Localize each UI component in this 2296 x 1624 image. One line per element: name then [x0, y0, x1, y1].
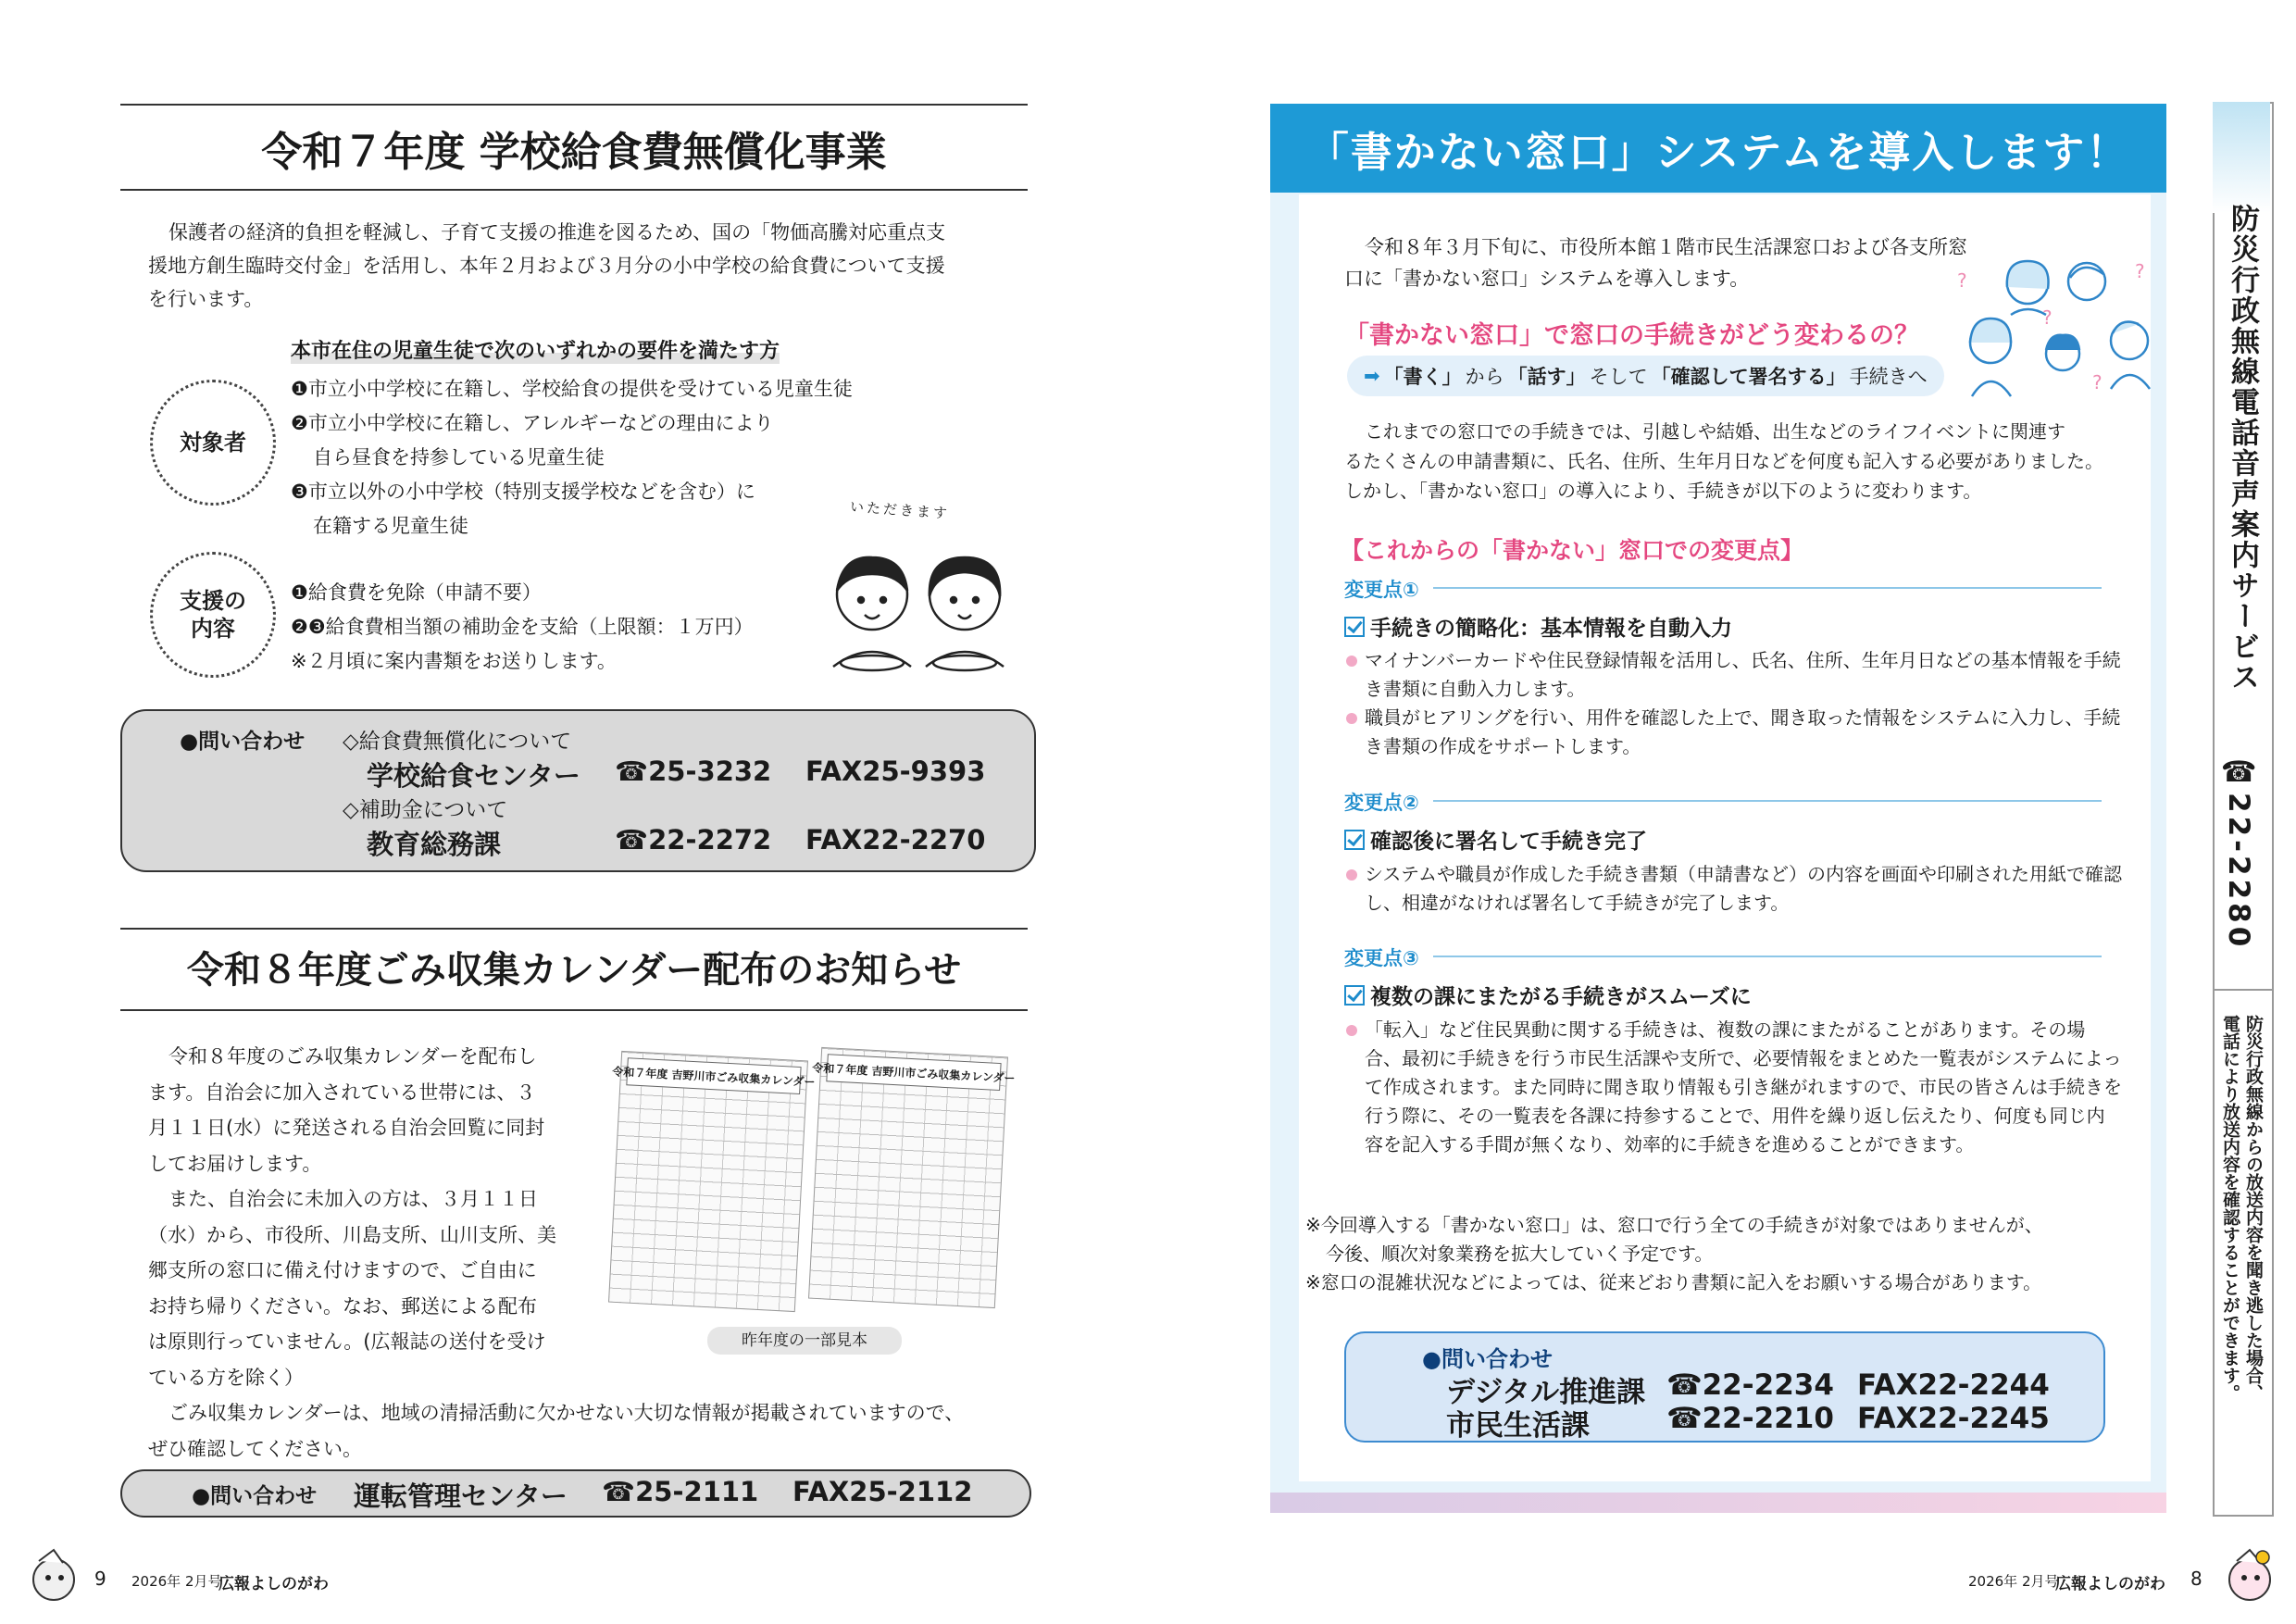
pill-tail: 手続きへ — [1849, 366, 1928, 388]
change-bullet: 「転入」など住民異動に関する手続きは、複数の課にまたがることがあります。その場合、最初に手続きを行う市民生活課や支所で、必要情報をまとめた一覧表がシステムによって作成されます。また同時に聞き取り情報も引き継がれますので、市民の皆さんは手続きを行う際に、その一覧表を各課に持参することで、用件を繰り返し伝えたり、何度も同じ内容を記入する手間が無くなり、効率的に手続きを進めることができます。 — [1344, 1016, 2122, 1159]
garbage-contact-office: 運転管理センター — [354, 1480, 568, 1512]
svg-text:?: ? — [2135, 260, 2145, 282]
pill-write: 「書く」 — [1383, 366, 1462, 388]
right-footer-name: 広報よしのがわ — [2055, 1575, 2165, 1593]
change-bullet: システムや職員が作成した手続き書類（申請書など）の内容を画面や印刷された用紙で確認し、相違がなければ署名して手続きが完了します。 — [1344, 860, 2122, 918]
right-panel-bottom-stripe — [1270, 1493, 2166, 1513]
right-note-line: ※窓口の混雑状況などによっては、従来どおり書類に記入をお願いする場合があります。 — [1305, 1271, 2042, 1293]
right-contact-fax2: FAX22-2245 — [1857, 1402, 2050, 1435]
target-list — [291, 372, 883, 543]
sidebar-note-line: 電話により放送内容を確認することができます。 — [2220, 1015, 2240, 1402]
lunch-contact-office2: 教育総務課 — [367, 829, 502, 860]
garbage-title: 令和８年度ごみ収集カレンダー配布のお知らせ — [186, 949, 962, 992]
change-title-text: 確認後に署名して手続き完了 — [1370, 830, 1647, 854]
svg-text:?: ? — [1957, 269, 1967, 292]
changes-heading: 【これからの「書かない」窓口での変更点】 — [1341, 537, 1804, 564]
change-divider — [1433, 587, 2102, 589]
right-title-banner — [1270, 104, 2166, 193]
garbage-line: また、自治会に未加入の方は、３月１１日 — [168, 1188, 538, 1210]
lunch-contact-label: ●問い合わせ — [180, 730, 306, 754]
right-explain-line: るたくさんの申請書類に、氏名、住所、生年月日などを何度も記入する必要がありました。 — [1344, 450, 2103, 472]
garbage-line: お持ち帰りください。なお、郵送による配布 — [148, 1294, 537, 1318]
support-badge — [150, 552, 276, 678]
change-label: 変更点① — [1344, 579, 1419, 601]
mascot-icon — [26, 1548, 81, 1604]
right-contact-label: ●問い合わせ — [1422, 1346, 1553, 1372]
lunch-contact-box — [120, 709, 1036, 872]
target-item: ❷市立小中学校に在籍し、アレルギーなどの理由により — [291, 412, 774, 434]
target-item: 在籍する児童生徒 — [313, 515, 468, 537]
pill-conn: から — [1465, 366, 1504, 388]
right-intro-line: 口に「書かない窓口」システムを導入します。 — [1344, 268, 1750, 290]
garbage-line: ごみ収集カレンダーは、地域の清掃活動に欠かせない大切な情報が掲載されていますので、 — [168, 1402, 965, 1424]
sidebar-tel-number: 22-2280 — [2222, 793, 2255, 951]
right-contact-office2: 市民生活課 — [1446, 1409, 1590, 1443]
lunch-contact-tel1: ☎25-3232 — [615, 756, 772, 787]
lunch-rule-top — [120, 104, 1028, 106]
change-divider — [1433, 956, 2102, 957]
question-heading: 「書かない窓口」で窓口の手続きがどう変わるの？ — [1344, 321, 1919, 350]
target-item: 自ら昼食を持参している児童生徒 — [313, 446, 605, 468]
target-item: ❸市立以外の小中学校（特別支援学校などを含む）に — [291, 481, 755, 503]
support-badge-line: 内容 — [191, 616, 235, 642]
sidebar-note — [2218, 1015, 2265, 1402]
change-title — [1344, 980, 1752, 1010]
lunch-contact-fax2: FAX22-2270 — [805, 824, 986, 856]
garbage-line: 月１１日(水）に発送される自治会回覧に同封 — [148, 1117, 545, 1139]
garbage-rule-top — [120, 928, 1028, 930]
right-contact-box — [1344, 1331, 2105, 1443]
checkbox-icon — [1344, 985, 1365, 1006]
garbage-line: は原則行っていません。(広報誌の送付を受け — [148, 1330, 546, 1353]
change-title-text: 複数の課にまたがる手続きがスムーズに — [1370, 985, 1752, 1009]
calendar-sample-title: 令和７年度 吉野川市ごみ収集カレンダー — [826, 1054, 1001, 1091]
change-title — [1344, 824, 1647, 855]
garbage-line: ている方を除く） — [148, 1366, 304, 1389]
pill-confirm-sign: 「確認して署名する」 — [1651, 366, 1846, 388]
right-explain-line: これまでの窓口での手続きでは、引越しや結婚、出生などのライフイベントに関連す — [1365, 420, 2065, 443]
calendar-sample-title: 令和７年度 吉野川市ごみ収集カレンダー — [626, 1057, 801, 1094]
support-badge-line: 支援の — [180, 588, 246, 614]
change-label: 変更点③ — [1344, 947, 1419, 969]
pill-conn: そして — [1589, 366, 1648, 388]
checkbox-icon — [1344, 617, 1365, 637]
support-item: ※２月頃に案内書類をお送りします。 — [291, 650, 617, 672]
change-bullet: 職員がヒアリングを行い、用件を確認した上で、聞き取った情報をシステムに入力し、手続き書類の作成をサポートします。 — [1344, 704, 2122, 761]
support-list — [291, 576, 809, 679]
target-badge-label: 対象者 — [180, 430, 246, 456]
phone-icon: ☎ — [2222, 756, 2255, 793]
garbage-line: ぜひ確認してください。 — [148, 1437, 362, 1460]
change-divider — [1433, 800, 2102, 802]
right-note-line: 今後、順次対象業務を拡大していく予定です。 — [1326, 1243, 1714, 1265]
mascot-icon — [2218, 1544, 2279, 1605]
lunch-rule-bottom — [120, 189, 1028, 191]
lunch-title: 令和７年度 学校給食費無償化事業 — [261, 129, 887, 176]
right-footer-issue: 2026年 2月号 — [1968, 1573, 2059, 1590]
support-item: ❶給食費を免除（申請不要） — [291, 581, 542, 604]
pill-speak: 「話す」 — [1507, 366, 1586, 388]
calendar-caption: 昨年度の一部見本 — [707, 1327, 902, 1355]
garbage-line: してお届けします。 — [148, 1152, 322, 1175]
right-explain — [1344, 417, 2103, 506]
calendar-sample-image — [808, 1047, 1016, 1308]
change-title — [1344, 611, 1732, 642]
right-explain-line: しかし、「書かない窓口」の導入により、手続きが以下のように変わります。 — [1344, 480, 1982, 502]
sidebar-divider — [2213, 989, 2272, 991]
right-intro-line: 令和８年３月下旬に、市役所本館１階市民生活課窓口および各支所窓 — [1365, 236, 1967, 258]
sidebar-note-line: 防災行政無線からの放送内容を聞き逃した場合、 — [2243, 1015, 2264, 1402]
left-page-number: 9 — [94, 1568, 106, 1590]
right-note-line: ※今回導入する「書かない窓口」は、窓口で行う全ての手続きが対象ではありませんが、 — [1305, 1214, 2043, 1236]
change-label: 変更点② — [1344, 792, 1419, 814]
lunch-contact-topic1: ◇給食費無償化について — [343, 730, 572, 754]
lunch-intro-line: 保護者の経済的負担を軽減し、子育て支援の推進を図るため、国の「物価高騰対応重点支 — [168, 221, 946, 244]
right-intro — [1344, 231, 1992, 294]
right-page-number: 8 — [2190, 1568, 2202, 1590]
garbage-contact-tel: ☎25-2111 — [602, 1476, 759, 1507]
garbage-line: ます。自治会に加入されている世帯には、３ — [148, 1081, 536, 1104]
lunch-intro-line: を行います。 — [148, 288, 264, 310]
lunch-intro — [148, 216, 1028, 316]
citizens-question-illustration — [1953, 250, 2157, 398]
right-notes — [1305, 1211, 2111, 1297]
sidebar-top-gradient — [2213, 102, 2270, 213]
support-item: ❷❸給食費相当額の補助金を支給（上限額：１万円） — [291, 616, 754, 638]
sidebar-tel — [2222, 756, 2255, 950]
garbage-line: （水）から、市役所、川島支所、山川支所、美 — [148, 1223, 556, 1246]
garbage-contact-fax: FAX25-2112 — [792, 1476, 973, 1507]
left-footer-name: 広報よしのがわ — [218, 1575, 329, 1593]
itadakimasu-caption: いただきます — [849, 498, 951, 522]
svg-text:?: ? — [2042, 306, 2053, 329]
checkbox-icon — [1344, 830, 1365, 850]
left-footer-issue: 2026年 2月号 — [131, 1573, 222, 1590]
right-contact-tel2: ☎22-2210 — [1666, 1402, 1834, 1435]
target-badge — [150, 380, 276, 506]
right-contact-office1: デジタル推進課 — [1446, 1376, 1646, 1409]
process-change-pill — [1347, 356, 1944, 396]
lunch-contact-office1: 学校給食センター — [367, 760, 580, 792]
arrow-icon: ➡ — [1364, 365, 1380, 387]
right-contact-fax1: FAX22-2244 — [1857, 1368, 2050, 1402]
sidebar-title: 防災行政無線電話音声案内サービス — [2226, 204, 2259, 693]
garbage-line: 令和８年度のごみ収集カレンダーを配布し — [168, 1045, 537, 1068]
calendar-sample-image — [608, 1051, 816, 1312]
children-eating-illustration — [815, 537, 1028, 676]
garbage-contact-label: ●問い合わせ — [192, 1484, 318, 1508]
garbage-body — [148, 1039, 583, 1395]
change-bullet: マイナンバーカードや住民登録情報を活用し、氏名、住所、生年月日などの基本情報を手続き書類に自動入力します。 — [1344, 646, 2122, 704]
garbage-contact-box — [120, 1469, 1031, 1518]
target-item: ❶市立小中学校に在籍し、学校給食の提供を受けている児童生徒 — [291, 378, 853, 400]
target-heading: 本市在住の児童生徒で次のいずれかの要件を満たす方 — [291, 335, 780, 364]
lunch-intro-line: 援地方創生臨時交付金」を活用し、本年２月および３月分の小中学校の給食費について支援 — [148, 255, 945, 277]
change-title-text: 手続きの簡略化：基本情報を自動入力 — [1370, 617, 1732, 641]
svg-text:?: ? — [2092, 371, 2103, 394]
garbage-line: 郷支所の窓口に備え付けますので、ご自由に — [148, 1259, 537, 1281]
lunch-contact-tel2: ☎22-2272 — [615, 824, 772, 856]
lunch-contact-fax1: FAX25-9393 — [805, 756, 986, 787]
lunch-contact-topic2: ◇補助金について — [343, 798, 508, 822]
garbage-body-wide — [148, 1395, 1028, 1467]
right-title: 「書かない窓口」システムを導入します！ — [1306, 127, 2130, 177]
garbage-rule-bottom — [120, 1009, 1028, 1011]
right-contact-tel1: ☎22-2234 — [1666, 1368, 1834, 1402]
